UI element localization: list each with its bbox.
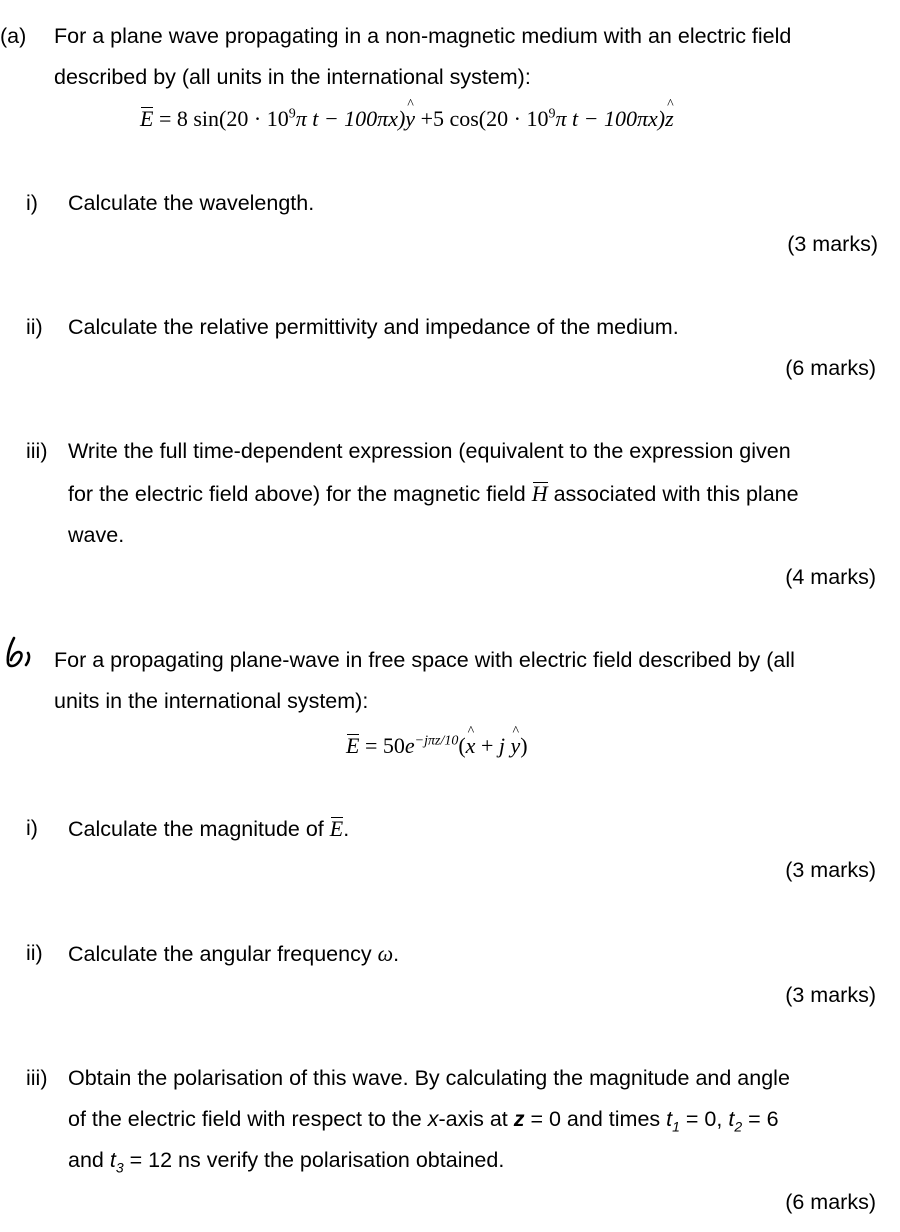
- question-a-ii-number: ii): [26, 315, 43, 339]
- x-unit-vector: ^ x: [466, 733, 476, 759]
- question-a-ii-text: Calculate the relative permittivity and impedance of the medium.: [68, 315, 679, 339]
- z-unit-vector: ^ z: [665, 106, 674, 132]
- part-b-intro-line1: For a propagating plane-wave in free space with electric field described by (all: [54, 648, 795, 672]
- question-a-iii-line3: wave.: [68, 523, 125, 547]
- question-a-iii-number: iii): [26, 439, 48, 463]
- e-field-symbol-b: E: [346, 733, 360, 758]
- question-a-i-number: i): [26, 191, 38, 215]
- question-b-iii-line2: of the electric field with respect to the x-axis at z = 0 and times $t_1 = 0$, $t_2 = 6$: [68, 1107, 779, 1135]
- question-b-iii-marks: (6 marks): [785, 1190, 876, 1214]
- question-b-i-marks: (3 marks): [785, 858, 876, 882]
- part-a-label: (a): [0, 24, 27, 48]
- y-unit-vector-b: ^ y: [510, 733, 520, 759]
- question-b-iii-line1: Obtain the polarisation of this wave. By calculating the magnitude and angle: [68, 1066, 790, 1090]
- part-b-equation: $E = 50e^{-j\pi z/10}(\^{}$ x + j ^ y): [346, 733, 528, 759]
- part-b-intro-line2: units in the international system):: [54, 689, 369, 713]
- question-b-iii-line3: and $t_3 = 12$ ns verify the polarisation obtained.: [68, 1148, 505, 1176]
- question-a-ii-marks: (6 marks): [785, 356, 876, 380]
- question-a-iii-line2: for the electric field above) for the magnetic field H associated with this plane: [68, 481, 799, 506]
- question-a-iii-marks: (4 marks): [785, 565, 876, 589]
- question-b-i-number: i): [26, 816, 38, 840]
- question-a-i-marks: (3 marks): [787, 232, 878, 256]
- question-b-ii-number: ii): [26, 941, 43, 965]
- question-b-i-text: Calculate the magnitude of E.: [68, 816, 350, 841]
- question-b-ii-text: Calculate the angular frequency ω.: [68, 941, 400, 966]
- part-a-equation: E = 8 $\sin(20 \cdot 10^9\pi$ t − 100πx)^ y +5 $\cos(20 \cdot 10^9\pi$ t − 100πx)^ z: [140, 106, 674, 132]
- part-a-intro-line1: For a plane wave propagating in a non-magnetic medium with an electric field: [54, 24, 792, 48]
- part-b-handwritten-label: [2, 636, 42, 670]
- question-b-iii-number: iii): [26, 1066, 48, 1090]
- part-a-intro-line2: described by (all units in the international system):: [54, 65, 531, 89]
- h-field-symbol: H: [531, 481, 548, 506]
- question-b-ii-marks: (3 marks): [785, 983, 876, 1007]
- question-a-i-text: Calculate the wavelength.: [68, 191, 315, 215]
- question-a-iii-line1: Write the full time-dependent expression (equivalent to the expression given: [68, 439, 791, 463]
- e-field-symbol: E: [140, 106, 154, 131]
- y-unit-vector: ^ y: [405, 106, 415, 132]
